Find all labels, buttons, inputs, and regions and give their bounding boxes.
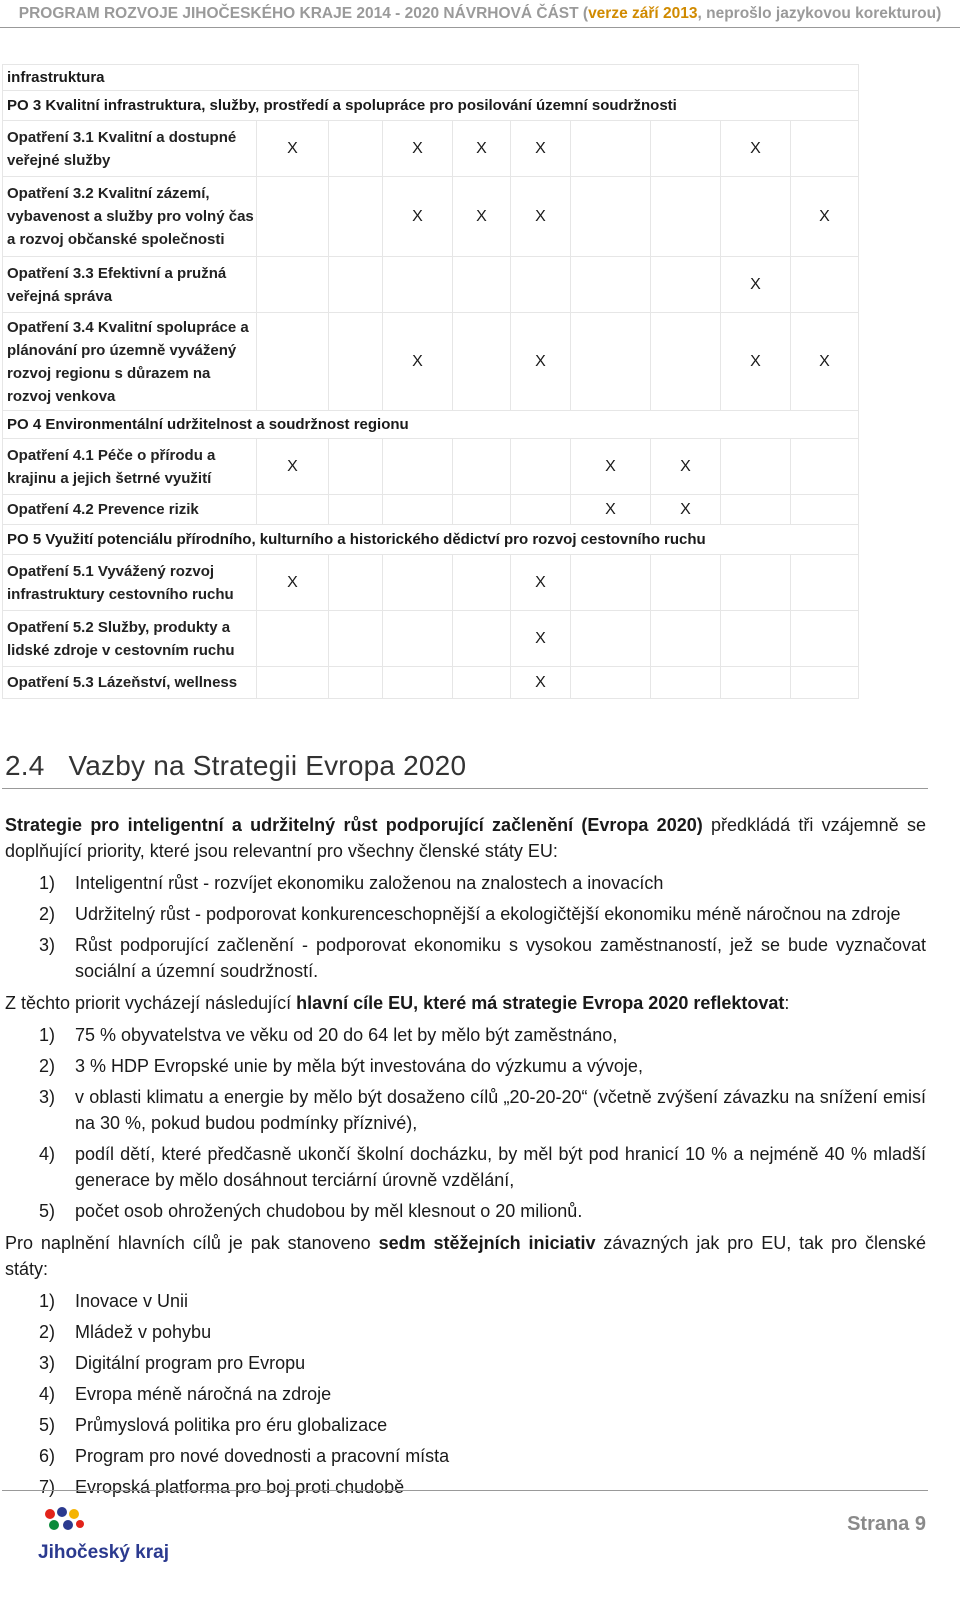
priorities-list [5,870,926,984]
logo-text: Jihočeský kraj [38,1542,169,1563]
matrix-cell: X [383,313,453,411]
matrix-cell: X [383,177,453,257]
list-number: 5) [39,1201,56,1221]
matrix-cell [383,257,453,313]
matrix-cell [651,611,721,667]
matrix-cell [329,121,383,177]
footer-divider [2,1490,928,1491]
body-text [5,812,926,1506]
matrix-cell [453,313,511,411]
matrix-cell [257,257,329,313]
matrix-cell [721,177,791,257]
matrix-cell: X [721,313,791,411]
header-version: verze září 2013 [588,5,698,22]
matrix-cell: X [257,121,329,177]
initiative-item [5,1381,926,1407]
matrix-cell [791,257,859,313]
matrix-cell [453,555,511,611]
matrix-cell: X [511,667,571,699]
list-number: 4) [39,1384,56,1404]
matrix-cell: X [571,495,651,525]
intro-text: předkládá tři vzájemně se doplňující priority, které jsou relevantní pro všechny členské státy EU: [5,815,926,861]
goal-item [5,1084,926,1136]
table-row [3,313,859,411]
goal-item [5,1198,926,1224]
table-row [3,667,859,699]
list-text: Udržitelný růst - podporovat konkurenceschopnější a ekologičtější ekonomiku méně náročnou na zdroje [75,904,901,924]
matrix-cell [383,495,453,525]
section-title: Vazby na Strategii Evropa 2020 [68,750,467,781]
matrix-cell [329,667,383,699]
header-note: , neprošlo jazykovou korekturou) [697,5,942,22]
matrix-cell: X [721,121,791,177]
list-number: 7) [39,1477,56,1497]
table-section-row [3,411,859,439]
matrix-cell: X [511,177,571,257]
matrix-cell [329,611,383,667]
matrix-cell [329,313,383,411]
matrix-cell [571,313,651,411]
matrix-cell [257,495,329,525]
matrix-cell [791,121,859,177]
measures-matrix-table [2,64,859,699]
initiative-item [5,1288,926,1314]
list-text: podíl dětí, které předčasně ukončí školní docházku, by měl být pod hranicí 10 % a nejméně 40 % mladší generace by mělo dosáhnout terciární úrovně vzdělání, [75,1144,926,1190]
table-section-row [3,65,859,91]
matrix-cell [511,495,571,525]
list-text: Program pro nové dovednosti a pracovní místa [75,1446,450,1466]
matrix-cell [651,257,721,313]
initiative-item [5,1319,926,1345]
list-text: počet osob ohrožených chudobou by měl klesnout o 20 milionů. [75,1201,583,1221]
table-section-row [3,91,859,121]
list-text: Růst podporující začlenění - podporovat ekonomiku s vysokou zaměstnaností, jež se bude vyznačovat sociální a územní soudržností. [75,935,926,981]
measure-label: Opatření 5.3 Lázeňství, wellness [3,667,257,699]
measure-label: Opatření 3.2 Kvalitní zázemí, vybavenost a služby pro volný čas a rozvoj občanské společnosti [3,177,257,257]
measure-label: Opatření 5.1 Vyvážený rozvoj infrastruktury cestovního ruchu [3,555,257,611]
page-number: Strana 9 [847,1513,926,1535]
goals-list [5,1022,926,1224]
list-text: Průmyslová politika pro éru globalizace [75,1415,388,1435]
list-number: 3) [39,1087,56,1107]
measure-label: Opatření 3.3 Efektivní a pružná veřejná správa [3,257,257,313]
matrix-cell [651,555,721,611]
initiatives-tail: závazných jak pro EU, tak pro členské státy: [5,1233,927,1279]
table-row [3,121,859,177]
matrix-cell [329,555,383,611]
matrix-cell [257,611,329,667]
priority-item [5,870,926,896]
list-number: 2) [39,1322,56,1342]
table-row [3,177,859,257]
matrix-cell [571,667,651,699]
matrix-cell: X [511,555,571,611]
goals-tail: : [784,993,790,1013]
matrix-cell [791,439,859,495]
matrix-cell: X [791,313,859,411]
intro-paragraph [5,812,926,864]
list-number: 3) [39,935,56,955]
matrix-cell [571,121,651,177]
section-number: 2.4 [5,750,45,781]
initiative-item [5,1412,926,1438]
header-title: PROGRAM ROZVOJE JIHOČESKÉHO KRAJE 2014 - 2020 NÁVRHOVÁ ČÁST ( [18,5,589,22]
matrix-cell [453,439,511,495]
goals-lead: Z těchto priorit vycházejí následující [5,993,297,1013]
initiatives-list [5,1288,926,1500]
initiative-item [5,1350,926,1376]
matrix-cell [791,555,859,611]
measure-label: Opatření 4.2 Prevence rizik [3,495,257,525]
list-text: Inovace v Unii [75,1291,189,1311]
measure-label: Opatření 5.2 Služby, produkty a lidské zdroje v cestovním ruchu [3,611,257,667]
matrix-cell [721,611,791,667]
matrix-cell [651,177,721,257]
matrix-cell [383,611,453,667]
list-number: 6) [39,1446,56,1466]
matrix-cell: X [257,439,329,495]
matrix-cell [721,667,791,699]
matrix-cell [721,555,791,611]
list-number: 1) [39,1291,56,1311]
table-row [3,257,859,313]
goal-item [5,1141,926,1193]
section-label: PO 3 Kvalitní infrastruktura, služby, prostředí a spolupráce pro posilování územní soudržnosti [3,91,859,121]
list-number: 1) [39,1025,56,1045]
list-text: Mládež v pohybu [75,1322,212,1342]
matrix-cell [453,667,511,699]
section-label: PO 5 Využití potenciálu přírodního, kulturního a historického dědictví pro rozvoj cestovního ruchu [3,525,859,555]
list-number: 4) [39,1144,56,1164]
table-row [3,495,859,525]
matrix-cell [791,667,859,699]
matrix-cell [257,313,329,411]
table-section-row [3,525,859,555]
matrix-cell [571,257,651,313]
list-text: 3 % HDP Evropské unie by měla být investována do výzkumu a vývoje, [75,1056,643,1076]
initiative-item [5,1443,926,1469]
matrix-cell [571,177,651,257]
matrix-cell: X [511,313,571,411]
matrix-cell [453,257,511,313]
list-number: 3) [39,1353,56,1373]
matrix-cell [511,257,571,313]
matrix-cell [651,667,721,699]
matrix-cell: X [721,257,791,313]
list-text: Evropa méně náročná na zdroje [75,1384,332,1404]
list-number: 5) [39,1415,56,1435]
initiatives-lead: Pro naplnění hlavních cílů je pak stanoveno [5,1233,379,1253]
measure-label: Opatření 3.1 Kvalitní a dostupné veřejné služby [3,121,257,177]
matrix-cell: X [511,121,571,177]
matrix-cell [651,121,721,177]
matrix-cell [383,439,453,495]
matrix-cell [511,439,571,495]
priority-item [5,901,926,927]
matrix-cell [257,177,329,257]
priority-item [5,932,926,984]
matrix-cell [329,257,383,313]
table-row [3,611,859,667]
matrix-cell: X [651,495,721,525]
matrix-cell [651,313,721,411]
matrix-cell [791,495,859,525]
goal-item [5,1022,926,1048]
matrix-cell [383,555,453,611]
matrix-cell: X [453,121,511,177]
list-number: 2) [39,1056,56,1076]
goals-paragraph [5,990,926,1016]
matrix-cell: X [383,121,453,177]
measure-label: Opatření 4.1 Péče o přírodu a krajinu a jejich šetrné využití [3,439,257,495]
table-row [3,555,859,611]
matrix-cell: X [791,177,859,257]
matrix-cell [791,611,859,667]
matrix-cell [257,667,329,699]
goal-item [5,1053,926,1079]
strategy-name: Strategie pro inteligentní a udržitelný růst podporující začlenění (Evropa 2020) [5,815,703,835]
list-text: Digitální program pro Evropu [75,1353,306,1373]
list-text: v oblasti klimatu a energie by mělo být dosaženo cílů „20-20-20“ (včetně zvýšení závazku na snížení emisí na 30 %, pokud budou podmínky příznivé), [75,1087,926,1133]
matrix-cell [721,495,791,525]
initiatives-bold: sedm stěžejních iniciativ [378,1233,596,1253]
list-text: Evropská platforma pro boj proti chudobě [75,1477,405,1497]
matrix-cell: X [571,439,651,495]
list-number: 1) [39,873,56,893]
list-text: 75 % obyvatelstva ve věku od 20 do 64 let by mělo být zaměstnáno, [75,1025,618,1045]
matrix-cell [383,667,453,699]
matrix-cell [571,555,651,611]
matrix-cell [571,611,651,667]
matrix-cell: X [511,611,571,667]
list-text: Inteligentní růst - rozvíjet ekonomiku založenou na znalostech a inovacích [75,873,664,893]
section-heading [5,750,466,782]
matrix-cell [453,495,511,525]
matrix-cell [329,177,383,257]
header-divider [0,27,960,28]
matrix-cell: X [651,439,721,495]
initiative-item [5,1474,926,1500]
measure-label: Opatření 3.4 Kvalitní spolupráce a plánování pro územně vyvážený rozvoj regionu s důrazem na rozvoj venkova [3,313,257,411]
section-divider [2,788,928,789]
goals-bold: hlavní cíle EU, které má strategie Evropa 2020 reflektovat [296,993,785,1013]
matrix-cell [329,439,383,495]
matrix-cell [329,495,383,525]
list-number: 2) [39,904,56,924]
matrix-cell [721,439,791,495]
page-header [0,0,960,28]
matrix-cell [453,611,511,667]
initiatives-paragraph [5,1230,926,1282]
matrix-cell: X [257,555,329,611]
section-label: infrastruktura [3,65,859,91]
section-label: PO 4 Environmentální udržitelnost a soudržnost regionu [3,411,859,439]
table-row [3,439,859,495]
matrix-cell: X [453,177,511,257]
